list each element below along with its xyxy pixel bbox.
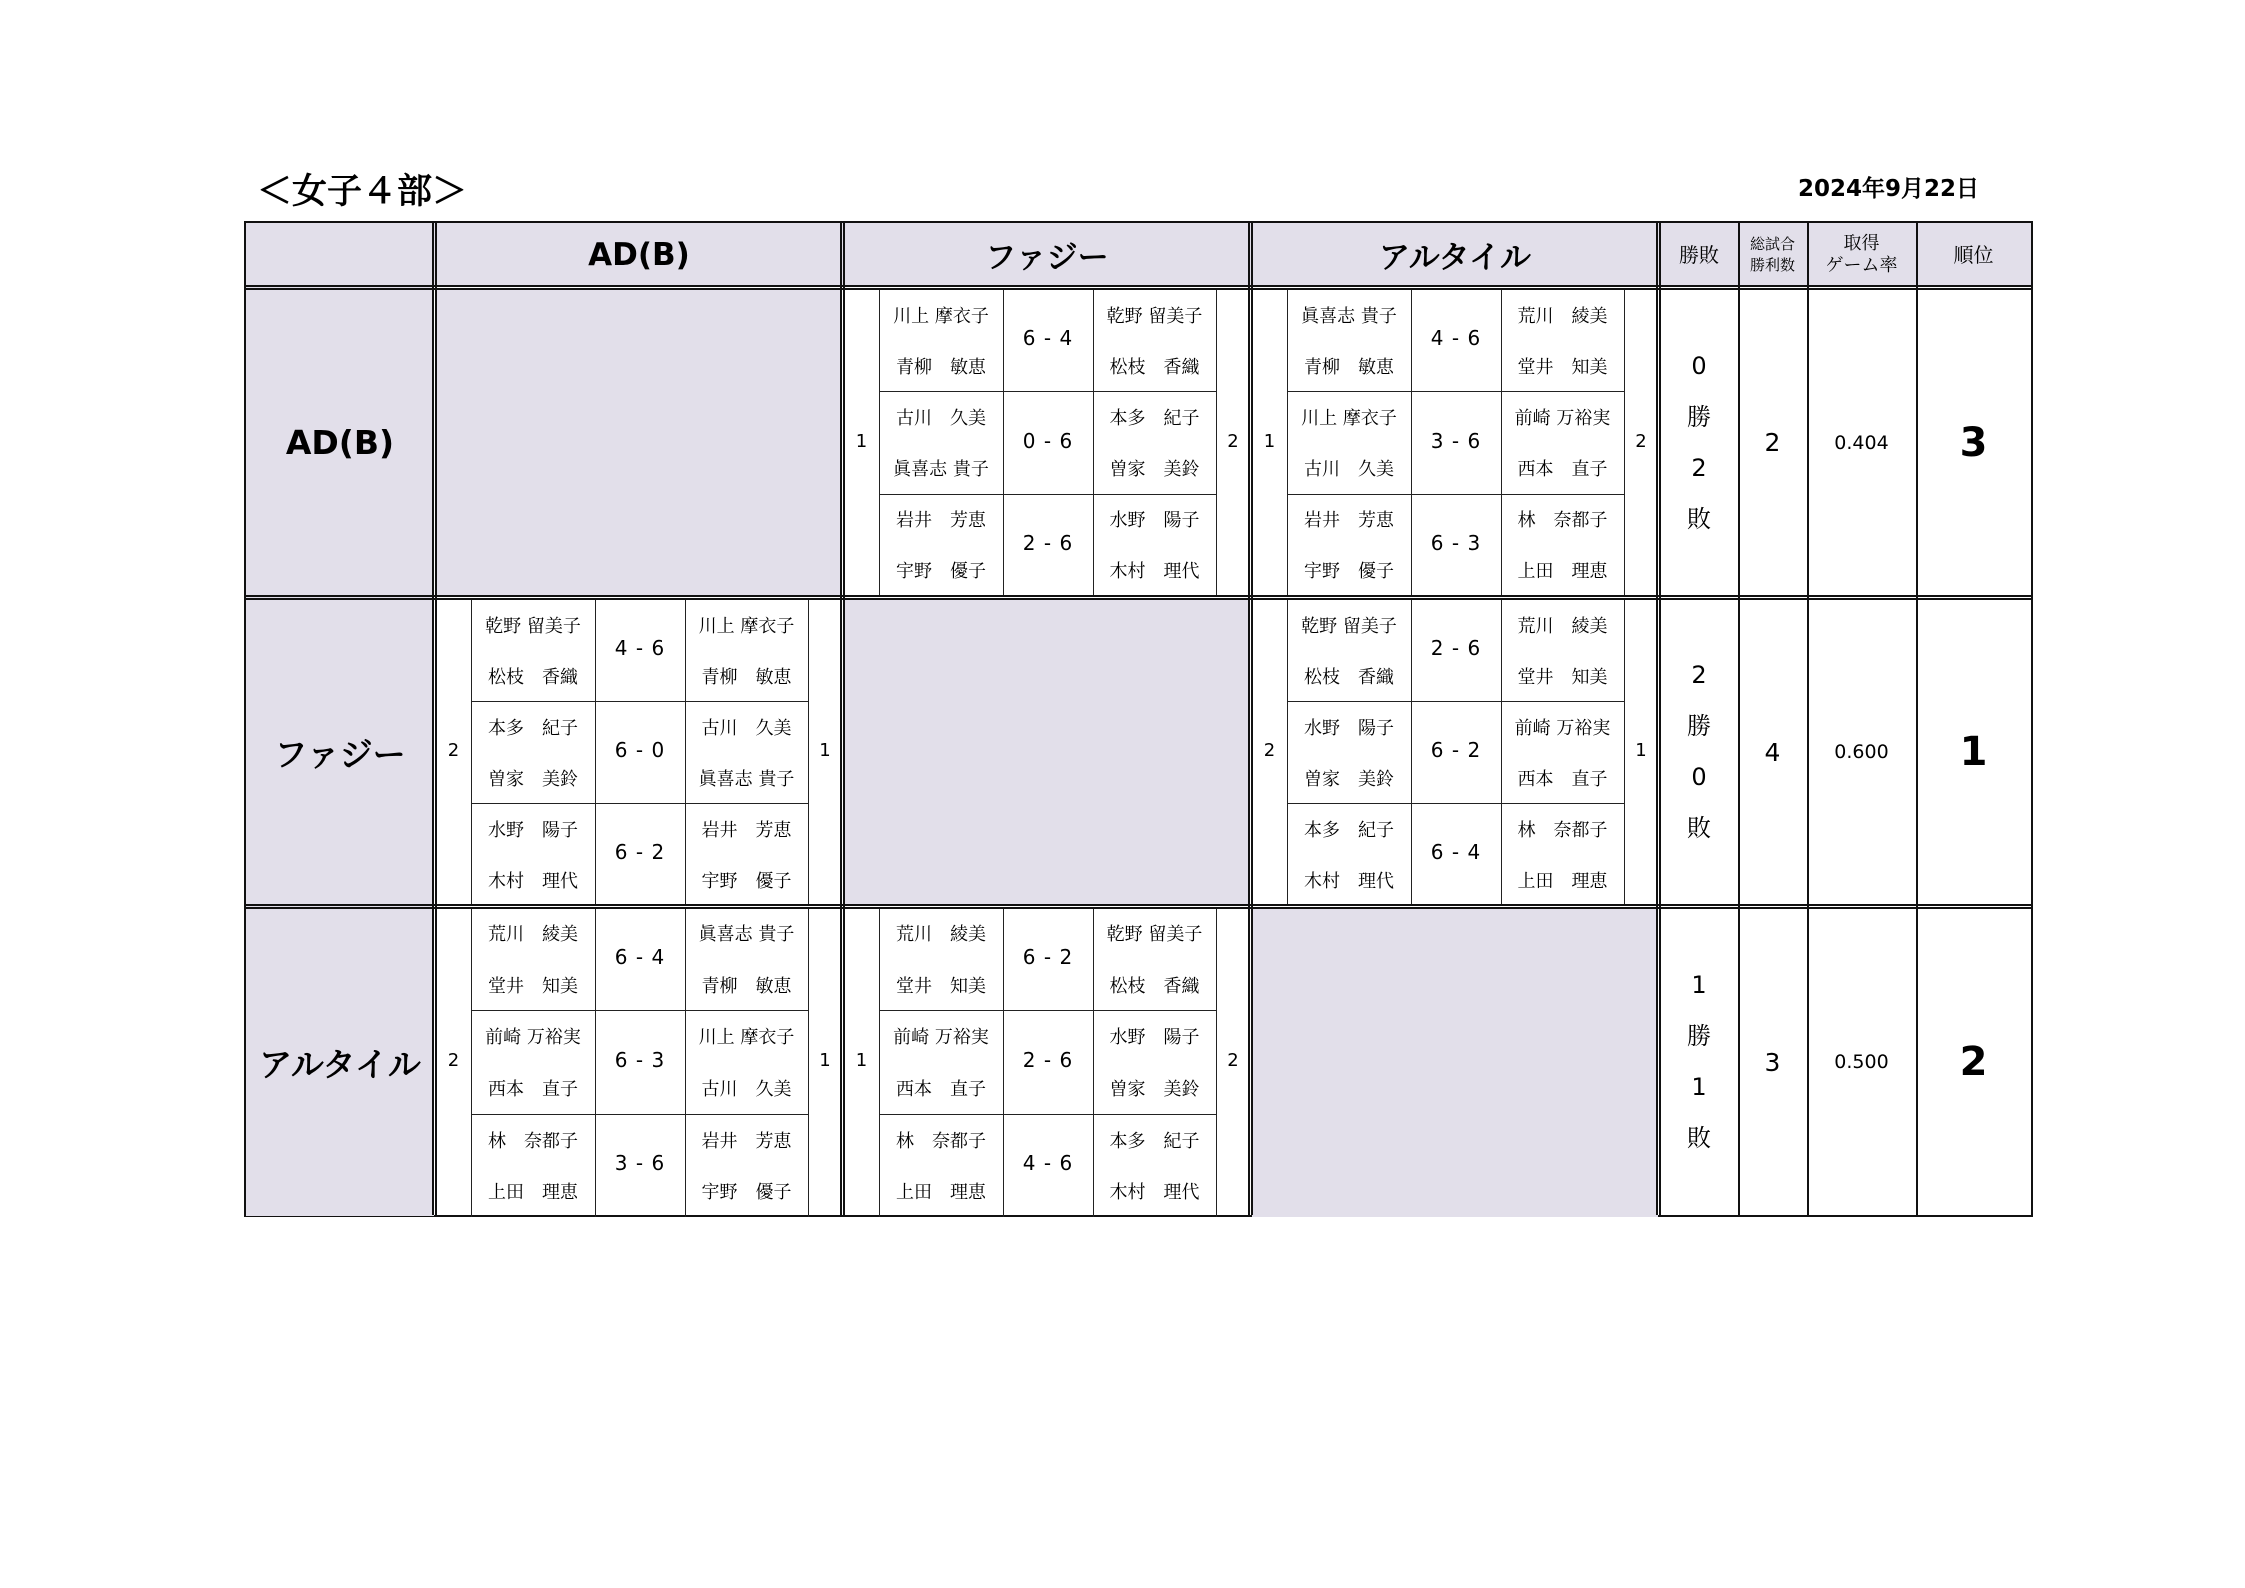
match-score: 3 - 6 <box>1430 428 1482 453</box>
player-name: 前崎 万裕実 <box>1514 407 1611 429</box>
player-name: 曽家 美鈴 <box>488 768 578 790</box>
player-name: 青柳 敏恵 <box>896 356 986 378</box>
player-name: 眞喜志 貴子 <box>698 768 795 790</box>
player-name: 上田 理恵 <box>896 1182 986 1204</box>
player-name: 堂井 知美 <box>488 975 578 997</box>
match-grid-line <box>879 494 1216 495</box>
match-grid-line <box>471 803 808 804</box>
player-name: 川上 摩衣子 <box>698 615 795 637</box>
grid-line <box>1807 223 1809 1215</box>
row-head-team-1: AD(B) <box>285 423 395 462</box>
player-name: 宇野 優子 <box>701 1182 792 1204</box>
player-name: 川上 摩衣子 <box>698 1027 795 1049</box>
player-name: 曽家 美鈴 <box>1109 1078 1200 1100</box>
row-head-team-2: ファジー <box>274 734 406 774</box>
player-name: 川上 摩衣子 <box>1301 407 1397 429</box>
record-char: 0 <box>1691 351 1707 380</box>
player-name: 松枝 香織 <box>1304 666 1394 688</box>
match-score: 4 - 6 <box>1022 1151 1074 1176</box>
left-team-wins: 1 <box>1263 430 1276 452</box>
match-score: 4 - 6 <box>1430 326 1482 351</box>
player-name: 荒川 綾美 <box>1517 615 1608 637</box>
match-grid-line <box>1287 803 1624 804</box>
column-head-team-3: アルタイル <box>1379 240 1531 276</box>
total-wins-cell: 4 <box>1764 737 1781 767</box>
match-grid-line <box>879 1010 1216 1011</box>
player-name: 青柳 敏恵 <box>1304 356 1394 378</box>
left-team-wins: 1 <box>855 430 868 452</box>
player-name: 松枝 香織 <box>488 666 578 688</box>
record-cell <box>1660 907 1738 1217</box>
match-score: 3 - 6 <box>614 1151 666 1176</box>
total-wins-cell: 2 <box>1764 428 1781 457</box>
player-name: 西本 直子 <box>1517 459 1608 481</box>
player-name: 松枝 香織 <box>1109 356 1200 378</box>
player-name: 岩井 芳恵 <box>1304 510 1394 532</box>
player-name: 宇野 優子 <box>1304 561 1394 583</box>
player-name: 曽家 美鈴 <box>1304 768 1394 790</box>
rank-cell: 2 <box>1959 1039 1988 1085</box>
record-char: 2 <box>1691 453 1707 482</box>
right-team-wins: 1 <box>819 740 831 761</box>
player-name: 青柳 敏恵 <box>701 975 792 997</box>
player-name: 宇野 優子 <box>701 870 792 892</box>
right-team-wins: 2 <box>1227 430 1239 452</box>
row-head-team-3: アルタイル <box>259 1044 421 1084</box>
match-score: 6 - 2 <box>1022 944 1074 969</box>
match-grid-line <box>1501 599 1502 905</box>
player-name: 西本 直子 <box>488 1078 578 1100</box>
match-grid-line <box>471 1010 808 1011</box>
matchup-altair-vs-fuzzy <box>844 907 1250 1217</box>
left-team-wins: 1 <box>855 1050 868 1071</box>
column-head-record: 勝敗 <box>1679 242 1719 267</box>
left-team-wins: 2 <box>447 740 460 761</box>
player-name: 西本 直子 <box>896 1078 986 1100</box>
right-team-wins: 1 <box>819 1050 831 1071</box>
record-char: 2 <box>1691 661 1707 689</box>
player-name: 眞喜志 貴子 <box>698 923 795 945</box>
record-char: 1 <box>1691 1073 1707 1101</box>
record-char: 敗 <box>1687 1124 1711 1152</box>
column-head-total-wins <box>1738 223 1807 286</box>
player-name: 曽家 美鈴 <box>1109 459 1200 481</box>
grid-line <box>246 285 2031 290</box>
match-grid-line <box>471 907 472 1217</box>
player-name: 水野 陽子 <box>1304 717 1394 739</box>
right-team-wins: 1 <box>1635 740 1647 761</box>
match-grid-line <box>879 907 880 1217</box>
match-grid-line <box>1501 289 1502 596</box>
record-char: 1 <box>1691 971 1707 999</box>
left-team-wins: 2 <box>1263 740 1276 761</box>
grid-line <box>1248 223 1253 1215</box>
player-name: 堂井 知美 <box>896 975 986 997</box>
matchup-adb-vs-fuzzy <box>844 289 1250 596</box>
player-name: 林 奈都子 <box>488 1130 578 1152</box>
match-grid-line <box>879 289 880 596</box>
match-grid-line <box>1287 599 1288 905</box>
player-name: 眞喜志 貴子 <box>1301 305 1397 327</box>
record-char: 敗 <box>1687 814 1711 842</box>
player-name: 西本 直子 <box>1517 768 1608 790</box>
column-head-rank: 順位 <box>1953 242 1994 267</box>
player-name: 古川 久美 <box>896 407 986 429</box>
player-name: 前崎 万裕実 <box>1514 717 1611 739</box>
player-name: 本多 紀子 <box>1109 407 1200 429</box>
player-name: 松枝 香織 <box>1109 975 1200 997</box>
column-head-game-rate-line-2: ゲーム率 <box>1825 254 1898 276</box>
game-rate-cell: 0.404 <box>1834 431 1889 454</box>
match-score: 6 - 4 <box>614 944 666 969</box>
player-name: 青柳 敏恵 <box>701 666 792 688</box>
left-team-wins: 2 <box>447 1050 460 1071</box>
match-grid-line <box>1287 289 1288 596</box>
player-name: 本多 紀子 <box>1304 819 1394 841</box>
match-score: 6 - 2 <box>1430 738 1482 762</box>
match-grid-line <box>879 1114 1216 1115</box>
rank-cell: 3 <box>1959 419 1988 466</box>
player-name: 堂井 知美 <box>1517 666 1608 688</box>
player-name: 荒川 綾美 <box>1517 305 1608 327</box>
player-name: 水野 陽子 <box>1109 510 1200 532</box>
player-name: 林 奈都子 <box>1517 819 1608 841</box>
match-score: 6 - 4 <box>1022 326 1074 351</box>
record-char: 勝 <box>1687 712 1711 740</box>
match-grid-line <box>685 907 686 1217</box>
player-name: 林 奈都子 <box>1517 510 1608 532</box>
player-name: 水野 陽子 <box>1109 1027 1200 1049</box>
right-team-wins: 2 <box>1227 1050 1239 1071</box>
player-name: 岩井 芳恵 <box>701 1130 792 1152</box>
record-cell <box>1660 599 1738 905</box>
record-char: 勝 <box>1687 402 1711 431</box>
player-name: 乾野 留美子 <box>485 615 581 637</box>
self-match-block-adb <box>436 289 842 596</box>
player-name: 上田 理恵 <box>1517 561 1608 583</box>
column-head-total-wins-line-2: 勝利数 <box>1749 255 1795 274</box>
record-char: 勝 <box>1687 1022 1711 1050</box>
player-name: 荒川 綾美 <box>896 923 986 945</box>
player-name: 乾野 留美子 <box>1106 305 1203 327</box>
matchup-altair-vs-adb <box>436 907 842 1217</box>
player-name: 古川 久美 <box>701 717 792 739</box>
match-score: 2 - 6 <box>1022 530 1074 555</box>
grid-line <box>432 223 437 1215</box>
player-name: 岩井 芳恵 <box>896 510 986 532</box>
match-score: 6 - 0 <box>614 738 666 762</box>
player-name: 木村 理代 <box>488 870 578 892</box>
player-name: 本多 紀子 <box>488 717 578 739</box>
column-head-team-1: AD(B) <box>588 236 690 273</box>
rank-cell: 1 <box>1959 729 1988 775</box>
match-grid-line <box>879 391 1216 392</box>
player-name: 古川 久美 <box>1304 459 1394 481</box>
match-score: 6 - 3 <box>614 1048 666 1072</box>
player-name: 上田 理恵 <box>488 1182 578 1204</box>
player-name: 上田 理恵 <box>1517 870 1608 892</box>
grid-line <box>246 595 2031 600</box>
match-score: 0 - 6 <box>1022 428 1074 453</box>
player-name: 木村 理代 <box>1304 870 1394 892</box>
player-name: 川上 摩衣子 <box>893 305 989 327</box>
match-grid-line <box>1093 907 1094 1217</box>
match-grid-line <box>471 701 808 702</box>
player-name: 宇野 優子 <box>896 561 986 583</box>
page-title: ＜女子４部＞ <box>257 172 468 212</box>
match-grid-line <box>685 599 686 905</box>
total-wins-cell: 3 <box>1764 1047 1781 1077</box>
player-name: 水野 陽子 <box>488 819 578 841</box>
column-head-team-2: ファジー <box>985 240 1109 276</box>
match-score: 2 - 6 <box>1022 1048 1074 1072</box>
match-score: 4 - 6 <box>614 636 666 660</box>
standings-table <box>244 221 2033 1217</box>
match-grid-line <box>1093 289 1094 596</box>
match-grid-line <box>471 599 472 905</box>
match-grid-line <box>1287 701 1624 702</box>
match-score: 2 - 6 <box>1430 636 1482 660</box>
record-char: 0 <box>1691 763 1707 791</box>
date-label: 2024年9月22日 <box>1797 176 1979 202</box>
match-score: 6 - 4 <box>1430 840 1482 864</box>
grid-line <box>1738 223 1740 1215</box>
match-grid-line <box>471 1114 808 1115</box>
grid-line <box>1656 223 1661 1215</box>
column-head-game-rate-line-1: 取得 <box>1843 232 1880 254</box>
right-team-wins: 2 <box>1635 430 1647 452</box>
grid-line <box>1916 223 1918 1215</box>
player-name: 眞喜志 貴子 <box>893 459 989 481</box>
match-score: 6 - 2 <box>614 840 666 864</box>
player-name: 本多 紀子 <box>1109 1130 1200 1152</box>
player-name: 堂井 知美 <box>1517 356 1608 378</box>
column-head-total-wins-line-1: 総試合 <box>1749 235 1795 254</box>
player-name: 乾野 留美子 <box>1301 615 1397 637</box>
player-name: 岩井 芳恵 <box>701 819 792 841</box>
column-head-game-rate <box>1807 223 1916 286</box>
player-name: 木村 理代 <box>1109 1182 1200 1204</box>
match-grid-line <box>1287 391 1624 392</box>
record-cell <box>1660 289 1738 596</box>
match-grid-line <box>1287 494 1624 495</box>
player-name: 荒川 綾美 <box>488 923 578 945</box>
matchup-adb-vs-altair <box>1252 289 1658 596</box>
record-char: 敗 <box>1687 504 1711 533</box>
player-name: 古川 久美 <box>701 1078 792 1100</box>
game-rate-cell: 0.500 <box>1834 1051 1889 1073</box>
player-name: 前崎 万裕実 <box>893 1027 989 1049</box>
self-match-block-altair <box>1252 907 1658 1217</box>
player-name: 木村 理代 <box>1109 561 1200 583</box>
match-score: 6 - 3 <box>1430 530 1482 555</box>
self-match-block-fuzzy <box>844 599 1250 905</box>
matchup-fuzzy-vs-altair <box>1252 599 1658 905</box>
game-rate-cell: 0.600 <box>1834 741 1889 763</box>
matchup-fuzzy-vs-adb <box>436 599 842 905</box>
grid-line <box>246 904 2031 909</box>
player-name: 乾野 留美子 <box>1106 923 1203 945</box>
grid-line <box>840 223 845 1215</box>
player-name: 林 奈都子 <box>896 1130 986 1152</box>
player-name: 前崎 万裕実 <box>485 1027 581 1049</box>
